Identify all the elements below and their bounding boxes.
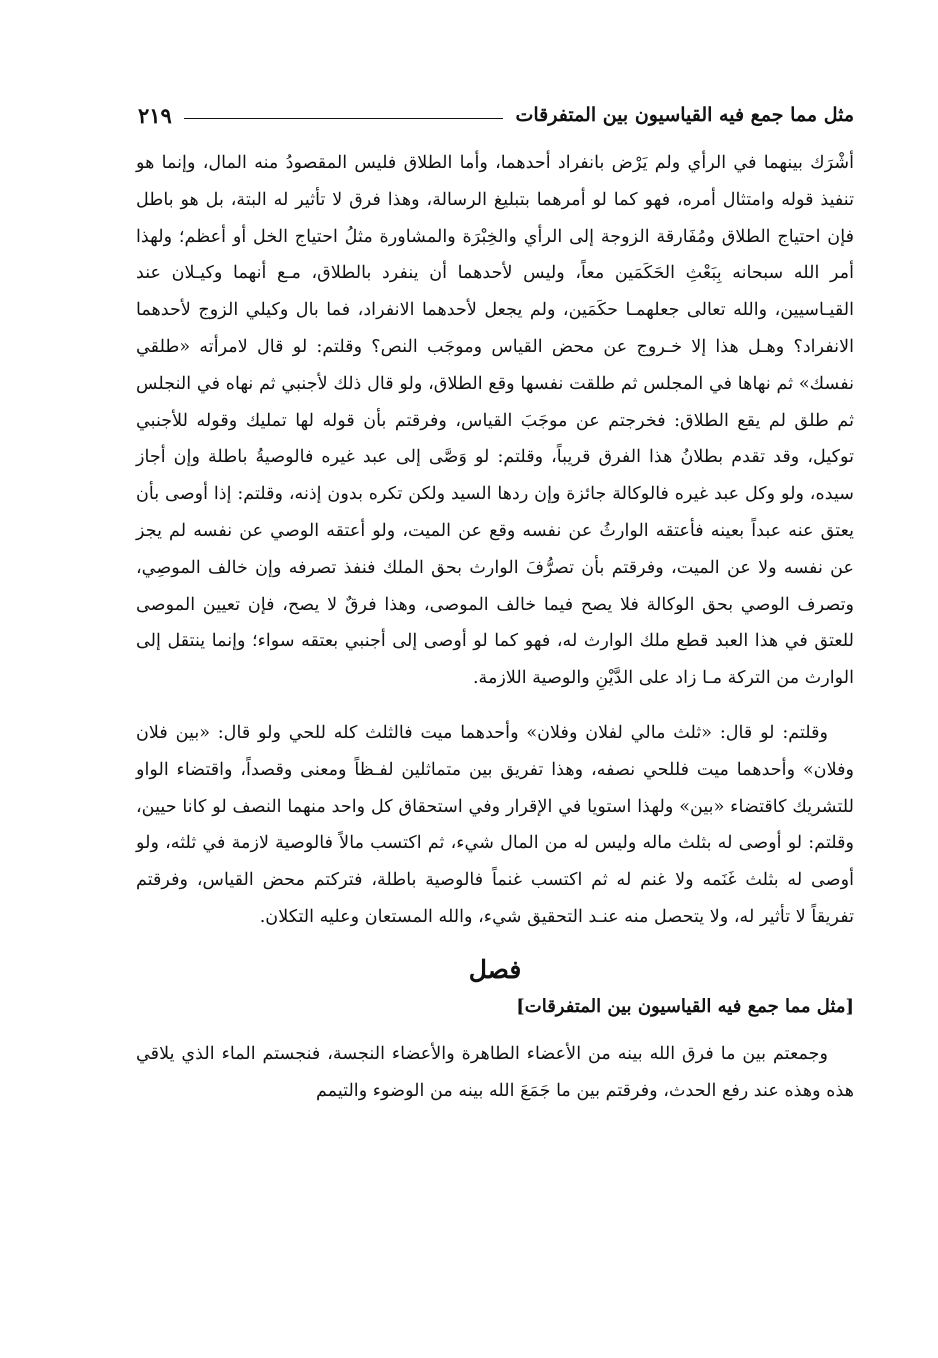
- body-text: [136, 145, 854, 1109]
- running-header: [138, 95, 854, 135]
- paragraph-1: أشْرَك بينهما في الرأي ولم يَرْض بانفراد أحدهما، وأما الطلاق فليس المقصودُ منه المال، وإنما هو تنفيذ قوله وامتثال أمره، فهو كما لو أمرهما بتبليغ الرسالة، وهذا فرق لا تأثير له البتة، بل هو باطل فإن احتياج الطلاق ومُفَارقة الزوجة إلى الرأي والخِبْرَة والمشاورة مثلُ احتياج الخل أو أعظم؛ ولهذا أمر الله سبحانه بِبَعْثِ الحَكَمَين معاً، وليس لأحدهما أن ينفرد بالطلاق، مـع أنهما وكيـلان عند القيـاسيين، والله تعالى جعلهمـا حكَمَين، ولم يجعل لأحدهما الانفراد، فما بال وكيلي الزوج لأحدهما الانفراد؟ وهـل هذا إلا خـروج عن محض القياس وموجَب النص؟ وقلتم: لو قال لامرأته «طلقي نفسك» ثم نهاها في المجلس ثم طلقت نفسها وقع الطلاق، ولو قال ذلك لأجنبي ثم نهاه في النجلس ثم طلق لم يقع الطلاق: فخرجتم عن موجَبَ القياس، وفرقتم بأن قوله لها تمليك وقوله للأجنبي توكيل، وقد تقدم بطلانُ هذا الفرق قريباً، وقلتم: لو وَصَّى إلى عبد غيره فالوصيةُ باطلة وإن أجاز سيده، ولو وكل عبد غيره فالوكالة جائزة وإن ردها السيد ولكن تكره بدون إذنه، وقلتم: إذا أوصى بأن يعتق عنه عبداً بعينه فأعتقه الوارثُ عن نفسه وقع عن الميت، ولو أعتقه الوصي عن نفسه لم يجز عن نفسه ولا عن الميت، وفرقتم بأن تصرُّفَ الوارث بحق الملك فنفذ تصرفه وإن خالف الموصِي، وتصرف الوصي بحق الوكالة فلا يصح فيما خالف الموصى، وهذا فرقٌ لا يصح، فإن تعيين الموصى للعتق في هذا العبد قطع ملك الوارث له، فهو كما لو أوصى إلى أجنبي بعتقه سواء؛ وإنما ينتقل إلى الوارث من التركة مـا زاد على الدَّيْنِ والوصية اللازمة.: [136, 153, 854, 689]
- running-title: مثل مما جمع فيه القياسيون بين المتفرقات: [515, 104, 854, 126]
- page-number: ٢١٩: [138, 102, 172, 128]
- header-rule: [184, 118, 504, 119]
- section-subheading: [مثل مما جمع فيه القياسيون بين المتفرقات]: [516, 995, 854, 1017]
- paragraph-2: وقلتم: لو قال: «ثلث مالي لفلان وفلان» وأحدهما ميت فالثلث كله للحي ولو قال: «بين فلان وفلان» وأحدهما ميت فللحي نصفه، وهذا تفريق بين متماثلين لفـظاً ومعنى وقصداً، واقتضاء الواو للتشريك كاقتضاء «بين» ولهذا استويا في الإقرار وفي استحقاق كل واحد منهما النصف لو كانا حيين، وقلتم: لو أوصى له بثلث ماله وليس له من المال شيء، ثم اكتسب مالاً فالوصية لازمة في ثلثه، ولو أوصى له بثلث غَنَمه ولا غنم له ثم اكتسب غنماً فالوصية باطلة، فتركتم محض القياس، وفرقتم تفريقاً لا تأثير له، ولا يتحصل منه عنـد التحقيق شيء، والله المستعان وعليه التكلان.: [136, 722, 854, 927]
- section-paragraph: وجمعتم بين ما فرق الله بينه من الأعضاء الطاهرة والأعضاء النجسة، فنجستم الماء الذي يلاقي هذه وهذه عند رفع الحدث، وفرقتم بين ما جَمَعَ الله بينه من الوضوء والتيمم: [136, 1043, 854, 1101]
- section-heading: فصل: [468, 954, 522, 984]
